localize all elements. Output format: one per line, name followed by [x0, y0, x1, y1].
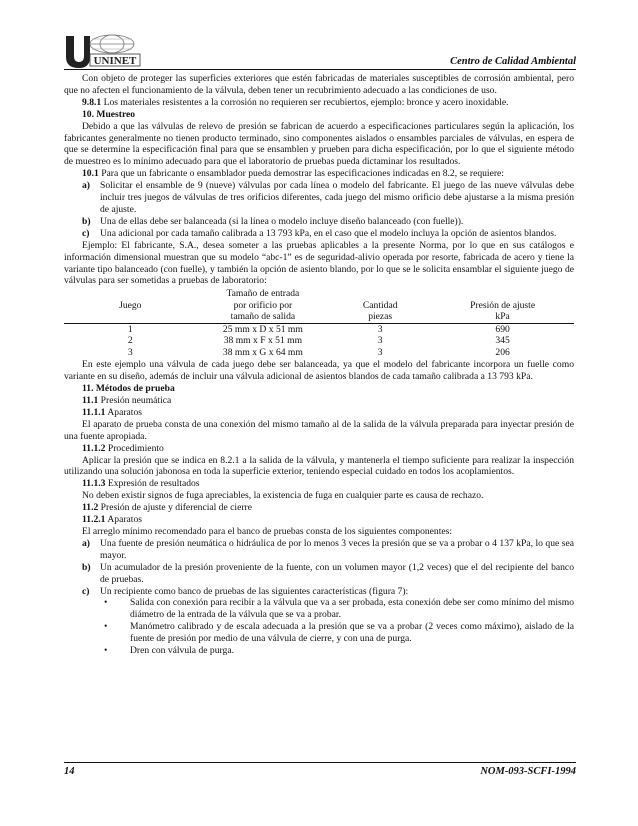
list-label: a) [82, 537, 90, 549]
subsection-11-1-2 [64, 443, 574, 455]
table-cell: 38 mm x G x 64 mm [222, 346, 303, 358]
bullet-text: Dren con válvula de purga. [130, 645, 234, 657]
section-text: Procedimiento [107, 442, 164, 454]
list-label: b) [82, 215, 91, 227]
list-text: Solicitar el ensamble de 9 (nueve) válvulas por cada línea o modelo del fabricante. El juego de las nueve válvulas debe incluir tres juegos de válvulas de tres orificios diferentes, cada juego del mismo orificio debe ajustarse a la misma presión de ajuste. [100, 180, 574, 215]
section-number: 9.8.1 [82, 96, 102, 108]
section-number: 11.1.2 [82, 442, 106, 454]
section-title-muestreo: 10. Muestreo [82, 108, 136, 120]
list-label: c) [82, 585, 90, 597]
bullet-item [64, 621, 574, 645]
table-row [64, 335, 574, 347]
document-code: NOM-093-SCFI-1994 [480, 766, 576, 777]
table-header-juego: Juego [119, 299, 142, 311]
list-item [64, 586, 574, 598]
section-text: Presión neumática [100, 395, 172, 407]
list-label: c) [82, 227, 90, 239]
paragraph: No deben existir signos de fuga apreciables, la existencia de fuga en cualquier parte es causa de rechazo. [82, 490, 484, 502]
list-text: Un acumulador de la presión proveniente de la fuente, con un volumen mayor (1,2 veces) que el del recipiente del banco de pruebas. [100, 561, 574, 585]
bullet-text: Manómetro calibrado y de escala adecuada a la presión que se va a probar (2 veces como máximo), aislado de la fuente de presión por medio de una válvula de cierre, y con una de purga. [130, 621, 574, 645]
section-number: 11.1.3 [82, 478, 106, 490]
table-cell: 3 [377, 346, 383, 358]
example-paragraph: Ejemplo: El fabricante, S.A., desea someter a las pruebas aplicables a la presente Norma, por lo que en sus catálogos e información dimensional muestran que su modelo “abc-1” es de seguridad-alivio operada por resorte, fabricada de acero y tiene la variante tipo balanceado (con fuelle), y también la opción de asiento blando, por lo que se le solicita ensamblar el siguiente juego de válvulas para ser sometidas a pruebas de laboratorio: [64, 239, 574, 287]
section-text: Los materiales resistentes a la corrosión no requieren ser recubiertos, ejemplo: bronce y acero inoxidable. [103, 96, 509, 108]
section-text: Para que un fabricante o ensamblador pueda demostrar las especificaciones indicadas en 8.2, se requiere: [101, 168, 504, 180]
table-row [64, 347, 574, 359]
bullet-item [64, 597, 574, 621]
section-text: Aparatos [107, 514, 142, 526]
list-item [64, 228, 574, 240]
list-item [64, 216, 574, 228]
paragraph: Con objeto de proteger las superficies exteriores que estén fabricadas de materiales susceptibles de corrosión ambiental, pero que no afecten el funcionamiento de la válvula, deben tener un recubrimiento adecuado a las condiciones de uso. [64, 73, 574, 96]
bullet-icon: • [104, 621, 108, 633]
list-text: Una fuente de presión neumática o hidráulica de por lo menos 3 veces la presión que se va a probar o 4 137 kPa, lo que sea mayor. [100, 537, 574, 561]
document-body [64, 73, 574, 657]
section-title-metodos: 11. Métodos de prueba [82, 383, 175, 395]
table-cell: 345 [495, 335, 510, 347]
bullet-icon: • [104, 645, 108, 657]
subsection-11-1-3 [64, 478, 574, 490]
paragraph: El arreglo mínimo recomendado para el banco de pruebas consta de los siguientes componentes: [82, 526, 453, 537]
table-cell: 3 [127, 346, 133, 358]
header-title: Centro de Calidad Ambiental [450, 56, 576, 67]
subsection-11-1-1 [64, 407, 574, 419]
list-text: Una adicional por cada tamaño calibrada a 13 793 kPa, en el caso que el modelo incluya la opción de asientos blandos. [100, 227, 557, 239]
table-header-cell [329, 288, 431, 300]
bullet-text: Salida con conexión para recibir a la válvula que va a ser probada, esta conexión debe ser como mínimo del mismo diámetro de la entrada de la válvula que se va a probar. [130, 597, 574, 621]
header-divider [64, 69, 576, 70]
table-cell: 38 mm x F x 51 mm [223, 335, 303, 347]
section-number: 11.2.1 [82, 514, 106, 526]
list-item [64, 562, 574, 586]
list-item [64, 538, 574, 562]
table-row [64, 323, 574, 335]
section-text: Presión de ajuste y diferencial de cierre [100, 502, 252, 514]
paragraph: Debido a que las válvulas de relevo de presión se fabrican de acuerdo a especificaciones particulares según la aplicación, los fabricantes generalmente no tienen producto terminado, sino componentes aislados o ensambles parciales de válvulas, en espera de que se determine la especificación final para que se ensamblen y prueben para dicha especificación, por lo que el siguiente método de muestreo es lo mínimo adecuado para que el laboratorio de pruebas pueda dictaminar los resultados. [64, 120, 574, 168]
section-number: 11.1.1 [82, 406, 106, 418]
bullet-icon: • [104, 597, 108, 609]
section-text: Aparatos [107, 406, 142, 418]
subsection-10-1 [64, 168, 574, 180]
table-cell: 1 [127, 323, 133, 335]
table-header-cell [64, 288, 197, 300]
subsection-11-1 [64, 395, 574, 407]
list-text: Un recipiente como banco de pruebas de las siguientes características (figura 7): [100, 585, 409, 597]
list-label: b) [82, 561, 91, 573]
paragraph: Aplicar la presión que se indica en 8.2.1 a la salida de la válvula, y mantenerla el tiempo suficiente para realizar la inspección utilizando una solución jabonosa en toda la superficie exterior, teniendo especial cuidado en todos los acoplamientos. [64, 454, 574, 478]
page-number: 14 [64, 766, 75, 777]
table-cell: 690 [495, 323, 510, 335]
uninet-logo [64, 30, 144, 70]
paragraph: El aparato de prueba consta de una conexión del mismo tamaño al de la salida de la válvula preparada para inyectar presión de una fuente apropiada. [64, 418, 574, 442]
subsection-11-2 [64, 502, 574, 514]
paragraph: En este ejemplo una válvula de cada juego debe ser balanceada, ya que el modelo del fabricante incorpora un fuelle como variante en su diseño, además de incluir una válvula adicional de asientos blandos de cada tamaño calibrada a 13 793 kPa. [64, 359, 574, 383]
uninet-logo-icon [64, 30, 144, 70]
footer-divider [64, 762, 576, 763]
table-header-cell [431, 288, 574, 300]
table-header-cell: Tamaño de entrada [226, 288, 300, 300]
table-cell: 3 [377, 323, 383, 335]
list-item [64, 180, 574, 216]
table-header-cell: kPa [431, 311, 574, 323]
table-header-cantidad: Cantidad [362, 299, 398, 311]
list-label: a) [82, 180, 90, 192]
section-number: 10.1 [82, 168, 99, 180]
table-cell: 206 [495, 346, 510, 358]
subsection-9-8-1 [64, 97, 574, 109]
bullet-item [64, 645, 574, 657]
section-text: Expresión de resultados [107, 478, 200, 490]
table-header-presion: Presión de ajuste [470, 299, 536, 311]
table-header-cell [64, 311, 197, 323]
subsection-11-2-1 [64, 514, 574, 526]
table-header-cell: piezas [329, 311, 431, 323]
table-header-cell: por orificio por [233, 299, 293, 311]
section-number: 11.2 [82, 502, 99, 514]
table-cell: 25 mm x D x 51 mm [222, 323, 303, 335]
list-text: Una de ellas debe ser balanceada (si la línea o modelo incluye diseño balanceado (con fuelle)). [100, 215, 464, 227]
table-cell: 3 [377, 335, 383, 347]
table-header-cell: tamaño de salida [197, 311, 330, 323]
section-number: 11.1 [82, 395, 99, 407]
table-cell: 2 [127, 335, 133, 347]
logo-text: UNINET [93, 55, 137, 67]
valve-set-table [64, 288, 574, 358]
